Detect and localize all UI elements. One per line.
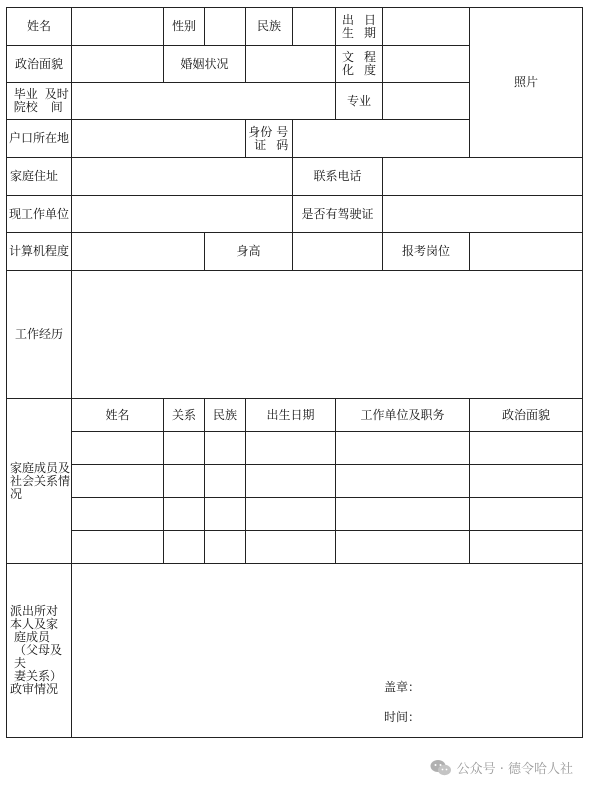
driver-license-field[interactable] — [382, 195, 583, 233]
family-cell[interactable] — [469, 497, 583, 531]
family-header-name: 姓名 — [71, 398, 164, 432]
political-status-label — [6, 45, 72, 83]
computer-level-label-line: 计算机 — [8, 244, 45, 258]
birth-date-label — [335, 7, 383, 46]
id-number-field[interactable] — [292, 119, 470, 158]
computer-level-label-line: 程度 — [45, 244, 70, 258]
family-cell[interactable] — [163, 431, 205, 465]
family-cell[interactable] — [469, 530, 583, 564]
id-number-label-line: 号码 — [276, 124, 289, 152]
work-history-label-line: 工作 — [14, 327, 39, 341]
school-label — [6, 82, 72, 120]
computer-level-label — [6, 232, 72, 271]
political-status-label-line: 面貌 — [39, 56, 64, 71]
driver-license-label: 是否有驾驶证 — [292, 195, 383, 233]
household-field[interactable] — [71, 119, 246, 158]
family-cell[interactable] — [335, 464, 470, 498]
position-label: 报考岗位 — [382, 232, 470, 271]
current-employer-label-line: 工作单位 — [21, 206, 70, 221]
major-label: 专业 — [335, 82, 383, 120]
school-label-line: 毕业院校 — [13, 87, 38, 114]
family-cell[interactable] — [163, 464, 205, 498]
id-number-label-line: 身份证 — [248, 124, 273, 152]
phone-field[interactable] — [382, 157, 583, 196]
political-status-field[interactable] — [71, 45, 164, 83]
family-cell[interactable] — [245, 464, 336, 498]
family-cell[interactable] — [71, 431, 164, 465]
police-review-label-line: 庭成员 — [14, 630, 51, 644]
political-status-label-line: 政治 — [14, 56, 39, 71]
police-review-label-line: 派出所对 — [10, 604, 59, 618]
police-review-field[interactable] — [71, 563, 583, 738]
family-label-line: 况 — [10, 486, 23, 501]
name-label: 姓名 — [6, 7, 72, 46]
birth-date-field[interactable] — [382, 7, 470, 46]
gender-field[interactable] — [204, 7, 246, 46]
birth-date-label-line: 出 生 — [341, 12, 354, 40]
household-label-line: 户口 — [8, 131, 33, 145]
education-label — [335, 45, 383, 83]
household-label — [6, 119, 72, 158]
police-review-label-line: 政审情况 — [10, 682, 59, 696]
family-header-ethnicity: 民族 — [204, 398, 246, 432]
home-address-field[interactable] — [71, 157, 293, 196]
current-employer-field[interactable] — [71, 195, 293, 233]
family-header-employer: 工作单位及职务 — [335, 398, 470, 432]
police-review-label-line: 本人及家 — [10, 617, 59, 631]
family-cell[interactable] — [245, 431, 336, 465]
wechat-icon — [430, 759, 452, 777]
school-label-line: 及时间 — [44, 87, 69, 114]
family-cell[interactable] — [245, 530, 336, 564]
major-field[interactable] — [382, 82, 470, 120]
birth-date-label-line: 日 期 — [363, 12, 376, 40]
watermark-text: 公众号 · 德令哈人社 — [456, 762, 573, 777]
family-header-birth-date: 出生日期 — [245, 398, 336, 432]
phone-label: 联系电话 — [292, 157, 383, 196]
family-cell[interactable] — [204, 497, 246, 531]
family-cell[interactable] — [469, 464, 583, 498]
family-cell[interactable] — [335, 530, 470, 564]
education-field[interactable] — [382, 45, 470, 83]
computer-level-field[interactable] — [71, 232, 205, 271]
id-number-label — [245, 119, 293, 158]
family-cell[interactable] — [245, 497, 336, 531]
family-label-line: 家庭成员及 — [10, 460, 71, 475]
family-cell[interactable] — [71, 530, 164, 564]
ethnicity-field[interactable] — [292, 7, 336, 46]
family-cell[interactable] — [71, 464, 164, 498]
family-cell[interactable] — [204, 530, 246, 564]
marital-status-field[interactable] — [245, 45, 336, 83]
seal-label: 盖章： — [384, 680, 421, 694]
current-employer-label — [6, 195, 72, 233]
family-cell[interactable] — [469, 431, 583, 465]
police-review-label-line: （父母及夫 — [14, 643, 63, 670]
school-field[interactable] — [71, 82, 336, 120]
police-review-label — [6, 563, 72, 738]
name-field[interactable] — [71, 7, 164, 46]
family-cell[interactable] — [335, 497, 470, 531]
family-cell[interactable] — [204, 464, 246, 498]
education-label-line: 文化 — [341, 50, 354, 77]
height-field[interactable] — [292, 232, 383, 271]
ethnicity-label: 民族 — [245, 7, 293, 46]
family-cell[interactable] — [71, 497, 164, 531]
education-label-line: 程度 — [363, 50, 376, 77]
height-label: 身高 — [204, 232, 293, 271]
family-header-relation: 关系 — [163, 398, 205, 432]
photo-box[interactable]: 照片 — [469, 7, 583, 158]
work-history-label-line: 经历 — [39, 327, 64, 341]
registration-form — [7, 8, 584, 738]
family-cell[interactable] — [163, 497, 205, 531]
position-field[interactable] — [469, 232, 583, 271]
current-employer-label-line: 现 — [8, 206, 21, 221]
family-label — [6, 398, 72, 564]
home-address-label: 家庭住址 — [6, 157, 72, 196]
work-history-field[interactable] — [71, 270, 583, 399]
watermark — [430, 758, 573, 777]
marital-status-label: 婚姻状况 — [163, 45, 246, 83]
family-cell[interactable] — [335, 431, 470, 465]
time-label: 时间： — [384, 710, 421, 724]
work-history-label — [6, 270, 72, 399]
family-cell[interactable] — [204, 431, 246, 465]
police-review-label-line: 妻关系） — [14, 669, 63, 683]
family-cell[interactable] — [163, 530, 205, 564]
family-header-political: 政治面貌 — [469, 398, 583, 432]
family-label-line: 社会关系情 — [10, 473, 71, 488]
gender-label: 性别 — [163, 7, 205, 46]
household-label-line: 所在地 — [33, 131, 70, 145]
